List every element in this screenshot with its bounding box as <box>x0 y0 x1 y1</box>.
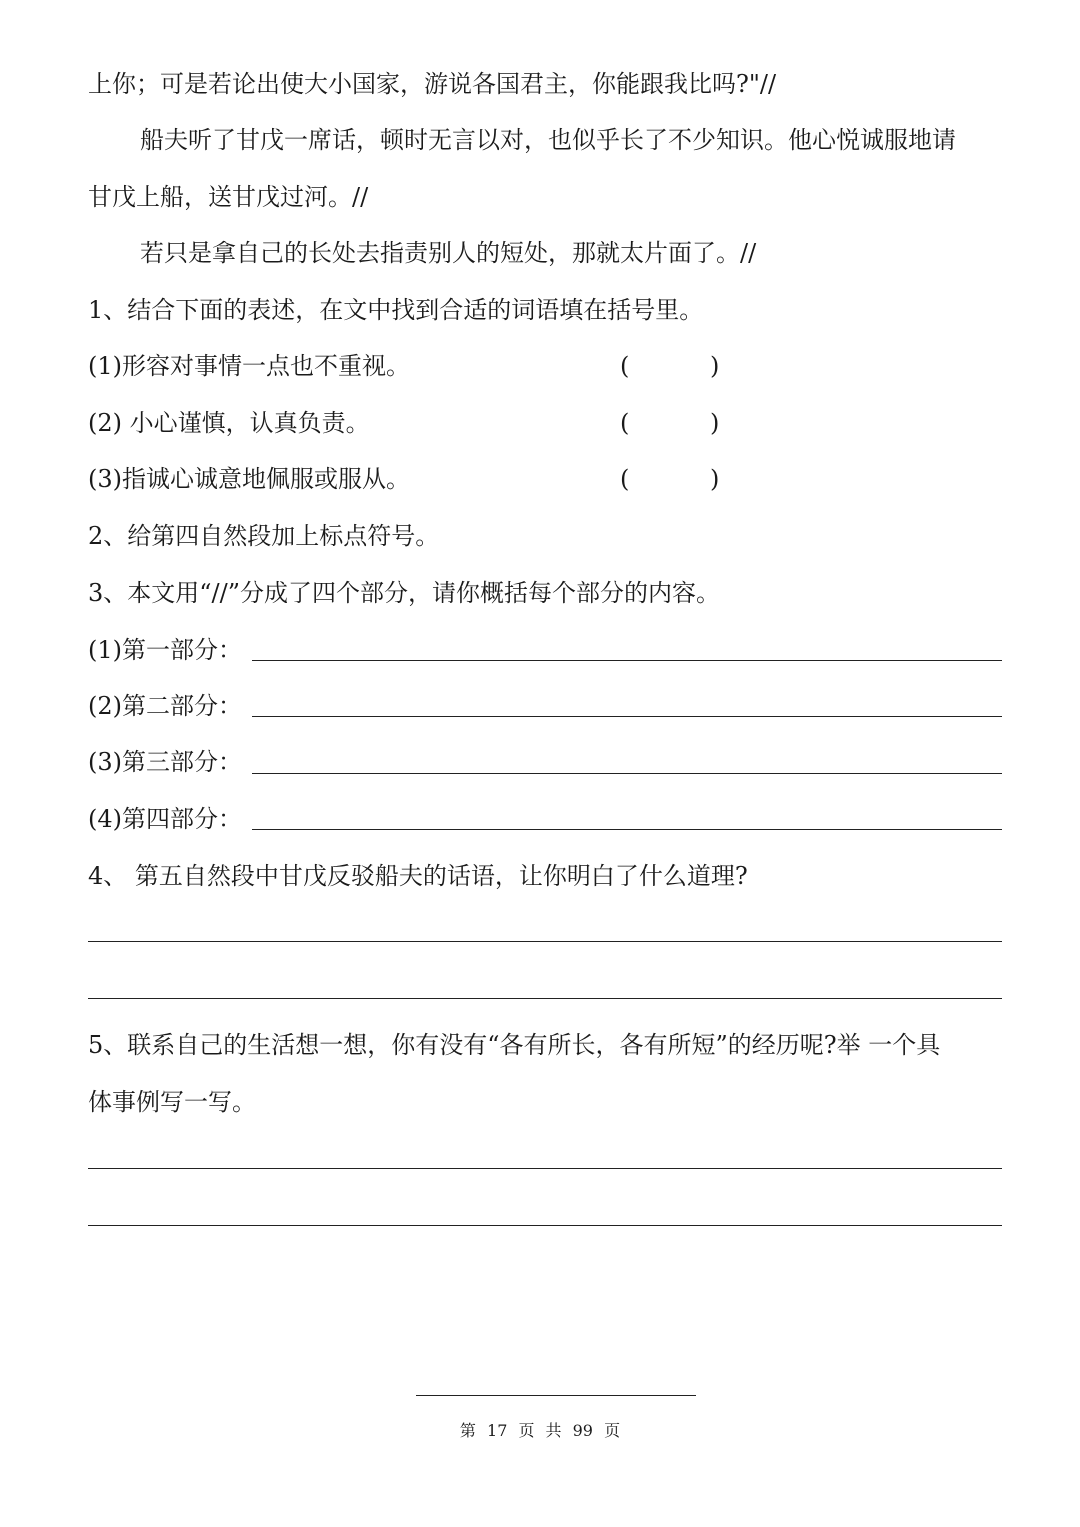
q4-answer-line-2[interactable] <box>88 998 1002 999</box>
q3-part-4-answer-line[interactable] <box>252 829 1002 830</box>
passage-line-1: 上你；可是若论出使大小国家，游说各国君主，你能跟我比吗?"// <box>88 70 777 98</box>
q3-part-2-label: (2)第二部分： <box>88 692 242 720</box>
open-paren: ( <box>620 465 630 493</box>
q3-part-3-answer-line[interactable] <box>252 773 1002 774</box>
question-3-prompt: 3、本文用“//”分成了四个部分，请你概括每个部分的内容。 <box>88 579 720 607</box>
question-5-prompt-line-2: 体事例写一写。 <box>88 1088 256 1116</box>
open-paren: ( <box>620 352 630 380</box>
close-paren: ) <box>710 465 720 493</box>
q5-answer-line-1[interactable] <box>88 1168 1002 1169</box>
page-number: 第 17 页 共 99 页 <box>459 1421 621 1440</box>
open-paren: ( <box>620 409 630 437</box>
passage-para2-line-2: 甘戊上船，送甘戊过河。// <box>88 183 369 211</box>
question-5-prompt-line-1: 5、联系自己的生活想一想，你有没有“各有所长，各有所短”的经历呢?举 一个具 <box>88 1031 941 1059</box>
q1-item-1-label: (1)形容对事情一点也不重视。 <box>88 352 410 380</box>
question-2-prompt: 2、给第四自然段加上标点符号。 <box>88 522 440 550</box>
footer-divider <box>416 1395 696 1396</box>
q3-part-4-label: (4)第四部分： <box>88 805 242 833</box>
q3-part-1-answer-line[interactable] <box>252 660 1002 661</box>
q4-answer-line-1[interactable] <box>88 941 1002 942</box>
q5-answer-line-2[interactable] <box>88 1225 1002 1226</box>
close-paren: ) <box>710 409 720 437</box>
q3-part-1-label: (1)第一部分： <box>88 636 242 664</box>
q1-item-3-label: (3)指诚心诚意地佩服或服从。 <box>88 465 410 493</box>
passage-para2-line-1: 船夫听了甘戊一席话，顿时无言以对，也似乎长了不少知识。他心悦诚服地请 <box>140 126 956 154</box>
question-1-prompt: 1、结合下面的表述，在文中找到合适的词语填在括号里。 <box>88 296 704 324</box>
passage-para3: 若只是拿自己的长处去指责别人的短处，那就太片面了。// <box>140 239 757 267</box>
q3-part-2-answer-line[interactable] <box>252 716 1002 717</box>
q1-item-2-label: (2) 小心谨慎，认真负责。 <box>88 409 370 437</box>
q3-part-3-label: (3)第三部分： <box>88 748 242 776</box>
close-paren: ) <box>710 352 720 380</box>
question-4-prompt: 4、 第五自然段中甘戊反驳船夫的话语，让你明白了什么道理? <box>88 862 748 890</box>
